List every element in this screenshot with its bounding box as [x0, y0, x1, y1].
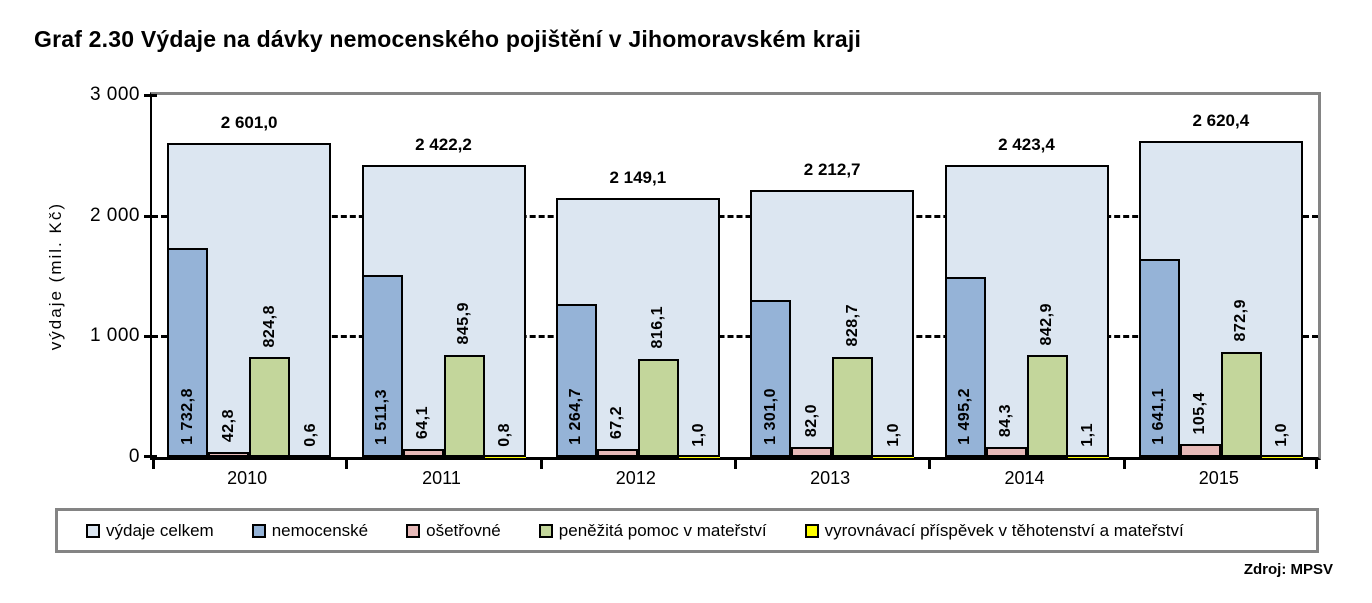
value-label-text: 824,8	[260, 304, 278, 348]
value-label-4-2010	[290, 423, 331, 447]
x-category-label-2011: 2011	[422, 468, 461, 488]
value-label-4-2013	[873, 423, 914, 447]
value-label-2-2014	[986, 404, 1027, 437]
x-category-label-2010: 2010	[227, 468, 268, 488]
legend-item-3	[539, 521, 767, 541]
value-label-text: 105,4	[1191, 391, 1209, 435]
bar-3-2012	[638, 359, 679, 457]
value-label-text: 1,0	[690, 423, 708, 447]
bar-2-2010	[208, 452, 249, 457]
y-tick-label-2000: 2 000	[89, 205, 140, 226]
value-label-3-2011	[444, 302, 485, 345]
x-tick-mark-1	[345, 460, 348, 469]
value-label-text: 1 264,7	[567, 388, 585, 445]
value-label-1-2012	[556, 388, 597, 445]
legend-label-3: peněžitá pomoc v mateřství	[558, 520, 767, 540]
value-label-1-2010	[167, 388, 208, 445]
legend-label-0: výdaje celkem	[106, 520, 214, 540]
value-label-text: 1 301,0	[761, 388, 779, 445]
legend-swatch-2	[406, 524, 420, 538]
legend-label-1: nemocenské	[271, 520, 369, 540]
value-label-3-2014	[1027, 303, 1068, 346]
value-label-4-2015	[1262, 423, 1303, 447]
chart-title: Graf 2.30 Výdaje na dávky nemocenského pojištění v Jihomoravském kraji	[34, 26, 862, 52]
value-label-text: 842,9	[1038, 302, 1055, 346]
bar-3-2011	[444, 355, 485, 457]
y-tick-label-0: 0	[128, 446, 140, 467]
legend-swatch-1	[252, 524, 266, 538]
bar-2-2014	[986, 447, 1027, 457]
y-tick-mark-3000	[144, 94, 157, 97]
x-tick-mark-5	[1123, 460, 1126, 469]
x-category-label-2014: 2014	[1004, 468, 1045, 488]
legend	[55, 508, 1319, 553]
y-tick-label-1000: 1 000	[89, 325, 140, 346]
bar-2-2013	[791, 447, 832, 457]
source-note: Zdroj: MPSV	[1243, 561, 1333, 578]
bar-2-2015	[1180, 444, 1221, 457]
x-tick-mark-4	[928, 460, 931, 469]
x-category-label-2015: 2015	[1198, 468, 1239, 488]
value-label-1-2014	[945, 388, 986, 445]
bar-2-2012	[597, 449, 638, 457]
value-label-text: 82,0	[802, 403, 820, 438]
value-label-1-2015	[1139, 388, 1180, 445]
x-tick-mark-3	[734, 460, 737, 469]
bar-3-2010	[249, 357, 290, 457]
value-label-text: 816,1	[649, 305, 667, 349]
y-tick-mark-1000	[144, 335, 157, 338]
x-category-label-2013: 2013	[810, 468, 851, 488]
value-label-text: 1 495,2	[956, 388, 973, 445]
legend-label-2: ošetřovné	[426, 520, 501, 540]
value-label-3-2015	[1221, 299, 1262, 342]
value-label-text: 64,1	[414, 406, 431, 440]
value-label-text: 1 511,3	[373, 389, 390, 445]
value-label-text: 84,3	[997, 403, 1014, 437]
total-value-label-2010: 2 601,0	[220, 113, 278, 133]
value-label-text: 42,8	[219, 408, 237, 442]
total-value-label-2012: 2 149,1	[609, 167, 667, 187]
bar-3-2013	[832, 357, 873, 457]
value-label-4-2011	[485, 423, 526, 447]
y-tick-mark-2000	[144, 215, 157, 218]
value-label-text: 1 641,1	[1150, 388, 1168, 445]
total-value-label-2013: 2 212,7	[803, 160, 861, 180]
x-tick-mark-2	[540, 460, 543, 469]
legend-swatch-4	[805, 524, 819, 538]
value-label-text: 0,8	[496, 423, 513, 447]
legend-item-1	[252, 521, 368, 541]
value-label-text: 872,9	[1232, 299, 1250, 342]
legend-item-2	[406, 521, 501, 541]
value-label-text: 67,2	[608, 405, 626, 439]
plot-area	[150, 92, 1321, 460]
value-label-4-2012	[679, 423, 720, 447]
bar-2-2011	[403, 449, 444, 457]
value-label-2-2010	[208, 409, 249, 442]
y-tick-mark-0	[144, 455, 157, 458]
value-label-3-2012	[638, 306, 679, 349]
total-value-label-2014: 2 423,4	[998, 134, 1055, 154]
legend-label-4: vyrovnávací příspěvek v těhotenství a mateřství	[824, 520, 1184, 540]
legend-swatch-0	[86, 524, 100, 538]
value-label-text: 0,6	[301, 423, 319, 447]
legend-item-4	[805, 521, 1184, 541]
value-label-4-2014	[1068, 423, 1109, 447]
y-axis-title-text: výdaje (mil. Kč)	[46, 201, 65, 351]
value-label-2-2015	[1180, 392, 1221, 435]
value-label-3-2010	[249, 305, 290, 348]
value-label-text: 1,1	[1079, 423, 1096, 447]
value-label-2-2012	[597, 406, 638, 439]
value-label-text: 1 732,8	[178, 388, 196, 445]
bar-3-2015	[1221, 352, 1262, 457]
value-label-2-2011	[403, 406, 444, 439]
bar-3-2014	[1027, 355, 1068, 457]
x-tick-mark-0	[152, 460, 155, 469]
value-label-3-2013	[832, 304, 873, 347]
legend-swatch-3	[539, 524, 553, 538]
legend-item-0	[86, 521, 214, 541]
x-category-label-2012: 2012	[615, 468, 656, 488]
x-axis-labels	[150, 468, 1316, 494]
y-tick-label-3000: 3 000	[89, 84, 140, 105]
value-label-text: 845,9	[455, 302, 472, 345]
value-label-text: 1,0	[884, 423, 902, 447]
value-label-1-2011	[362, 389, 403, 445]
value-label-2-2013	[791, 404, 832, 437]
value-label-text: 1,0	[1273, 423, 1291, 447]
value-label-text: 828,7	[843, 304, 861, 348]
x-tick-mark-6	[1315, 460, 1318, 469]
total-value-label-2011: 2 422,2	[415, 134, 472, 154]
value-label-1-2013	[750, 388, 791, 445]
y-axis-title	[46, 92, 66, 460]
total-value-label-2015: 2 620,4	[1192, 110, 1250, 130]
